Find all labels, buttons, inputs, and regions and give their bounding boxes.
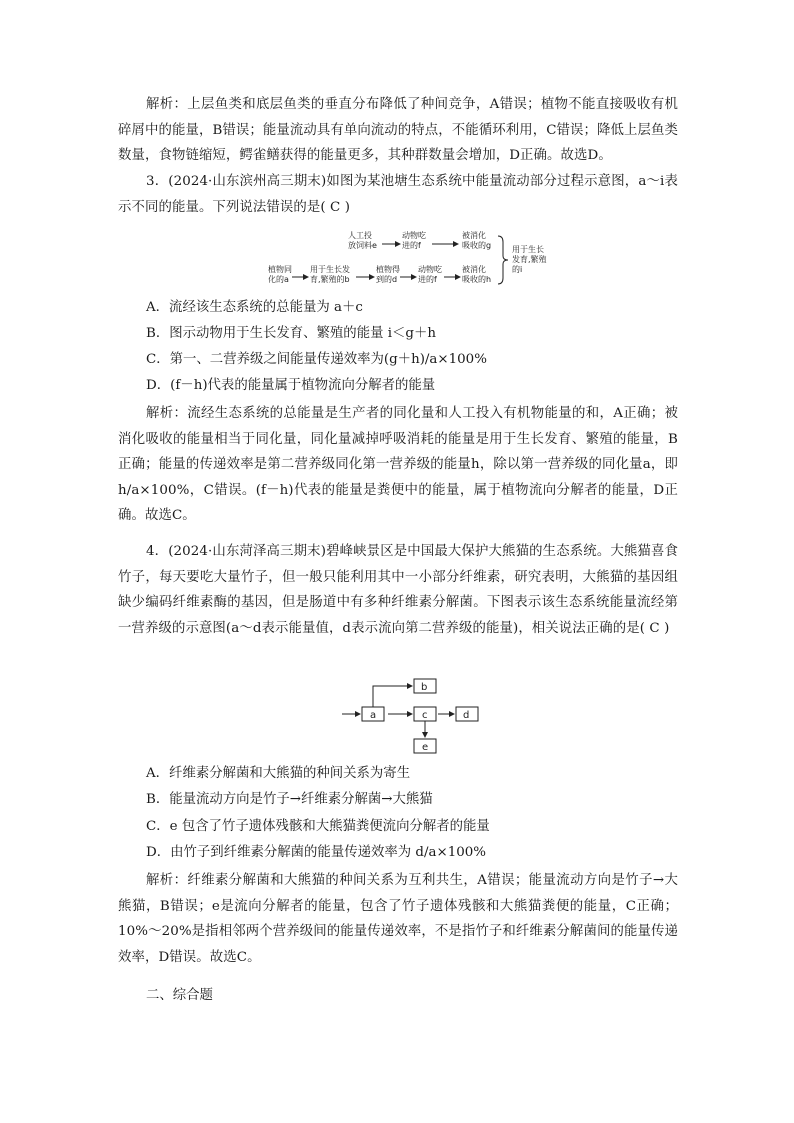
label-plant-d-line1: 植物得 [376, 265, 400, 274]
label-feed-line1: 人工投 [348, 231, 372, 240]
label-absorb-h-line2: 吸收的h [462, 275, 492, 284]
node-a-label: a [370, 710, 377, 721]
energy-flow-diagram-q3 [260, 228, 580, 292]
q4-option-a: A．纤维素分解菌和大熊猫的种间关系为寄生 [146, 766, 411, 781]
label-plant-d-line2: 到的d [376, 275, 398, 284]
q4-option-b: B．能量流动方向是竹子→纤维素分解菌→大熊猫 [146, 792, 433, 807]
analysis-q2: 解析：上层鱼类和底层鱼类的垂直分布降低了种间竞争，A错误；植物不能直接吸收有机碎屑中的能量，B错误；能量流动具有单向流动的特点，不能循环利用，C错误；降低上层鱼类数量，食物链缩短，鳄雀鳝获得的能量更多，其种群数量会增加，D正确。故选D。 [118, 97, 678, 164]
arrow-a-b [373, 686, 412, 707]
energy-flow-diagram-q4 [340, 676, 490, 758]
node-b-label: b [421, 682, 428, 693]
label-growth-b-line2: 育,繁殖的b [310, 275, 350, 284]
label-plant-a-line1: 植物同 [268, 265, 292, 274]
label-i-line3: 的i [512, 265, 523, 274]
node-c-label: c [422, 710, 428, 721]
node-e-label: e [422, 742, 429, 753]
node-d-label: d [463, 710, 470, 721]
section-heading: 二、综合题 [146, 988, 213, 1003]
label-eat-f2-line2: 进的f [418, 275, 437, 284]
q4-option-d: D．由竹子到纤维素分解菌的能量传递效率为 d/a×100% [146, 845, 486, 860]
brace [498, 236, 508, 284]
label-absorb-h-line1: 被消化 [462, 265, 486, 274]
q4-option-c: C．e 包含了竹子遗体残骸和大熊猫粪便流向分解者的能量 [146, 819, 490, 834]
label-growth-b-line1: 用于生长发 [310, 265, 350, 274]
label-eat-f-line1: 动物吃 [402, 231, 426, 240]
label-plant-a-line2: 化的a [268, 275, 289, 284]
label-feed-line2: 放饲料e [348, 241, 377, 250]
label-i-line1: 用于生长 [512, 245, 544, 254]
q3-option-b: B．图示动物用于生长发育、繁殖的能量 i＜g＋h [146, 326, 436, 341]
analysis-q3: 解析：流经生态系统的总能量是生产者的同化量和人工投入有机物能量的和，A正确；被消化吸收的能量相当于同化量，同化量减掉呼吸消耗的能量是用于生长发育、繁殖的能量，B正确；能量的传递效率是第二营养级同化第一营养级的能量h，除以第一营养级的同化量a，即h/a×100%，C错误。(f－h)代表的能量是粪便中的能量，属于植物流向分解者的能量，D正确。故选C。 [118, 406, 678, 524]
question-4-stem: 4．(2024·山东菏泽高三期末)碧峰峡景区是中国最大保护大熊猫的生态系统。大熊猫喜食竹子，每天要吃大量竹子，但一般只能利用其中一小部分纤维素，研究表明，大熊猫的基因组缺少编码纤维素酶的基因，但是肠道中有多种纤维素分解菌。下图表示该生态系统能量流经第一营养级的示意图(a～d表示能量值，d表示流向第二营养级的能量)，相关说法正确的是( C ) [118, 544, 678, 636]
q3-option-d: D．(f－h)代表的能量属于植物流向分解者的能量 [146, 378, 436, 393]
label-eat-f2-line1: 动物吃 [418, 265, 442, 274]
q3-option-a: A．流经该生态系统的总能量为 a＋c [146, 300, 363, 315]
question-3-stem: 3．(2024·山东滨州高三期末)如图为某池塘生态系统中能量流动部分过程示意图，a～i表示不同的能量。下列说法错误的是( C ) [118, 174, 678, 215]
analysis-q4: 解析：纤维素分解菌和大熊猫的种间关系为互利共生，A错误；能量流动方向是竹子→大熊猫，B错误；e是流向分解者的能量，包含了竹子遗体残骸和大熊猫粪便的能量，C正确；10%～20%是指相邻两个营养级间的能量传递效率，不是指竹子和纤维素分解菌间的能量传递效率，D错误。故选C。 [118, 873, 678, 965]
label-eat-f-line2: 进的f [402, 241, 421, 250]
label-absorb-g-line1: 被消化 [462, 231, 486, 240]
label-i-line2: 发育,繁殖 [512, 255, 547, 264]
label-absorb-g-line2: 吸收的g [462, 241, 492, 250]
q3-option-c: C．第一、二营养级之间能量传递效率为(g＋h)/a×100% [146, 352, 487, 367]
